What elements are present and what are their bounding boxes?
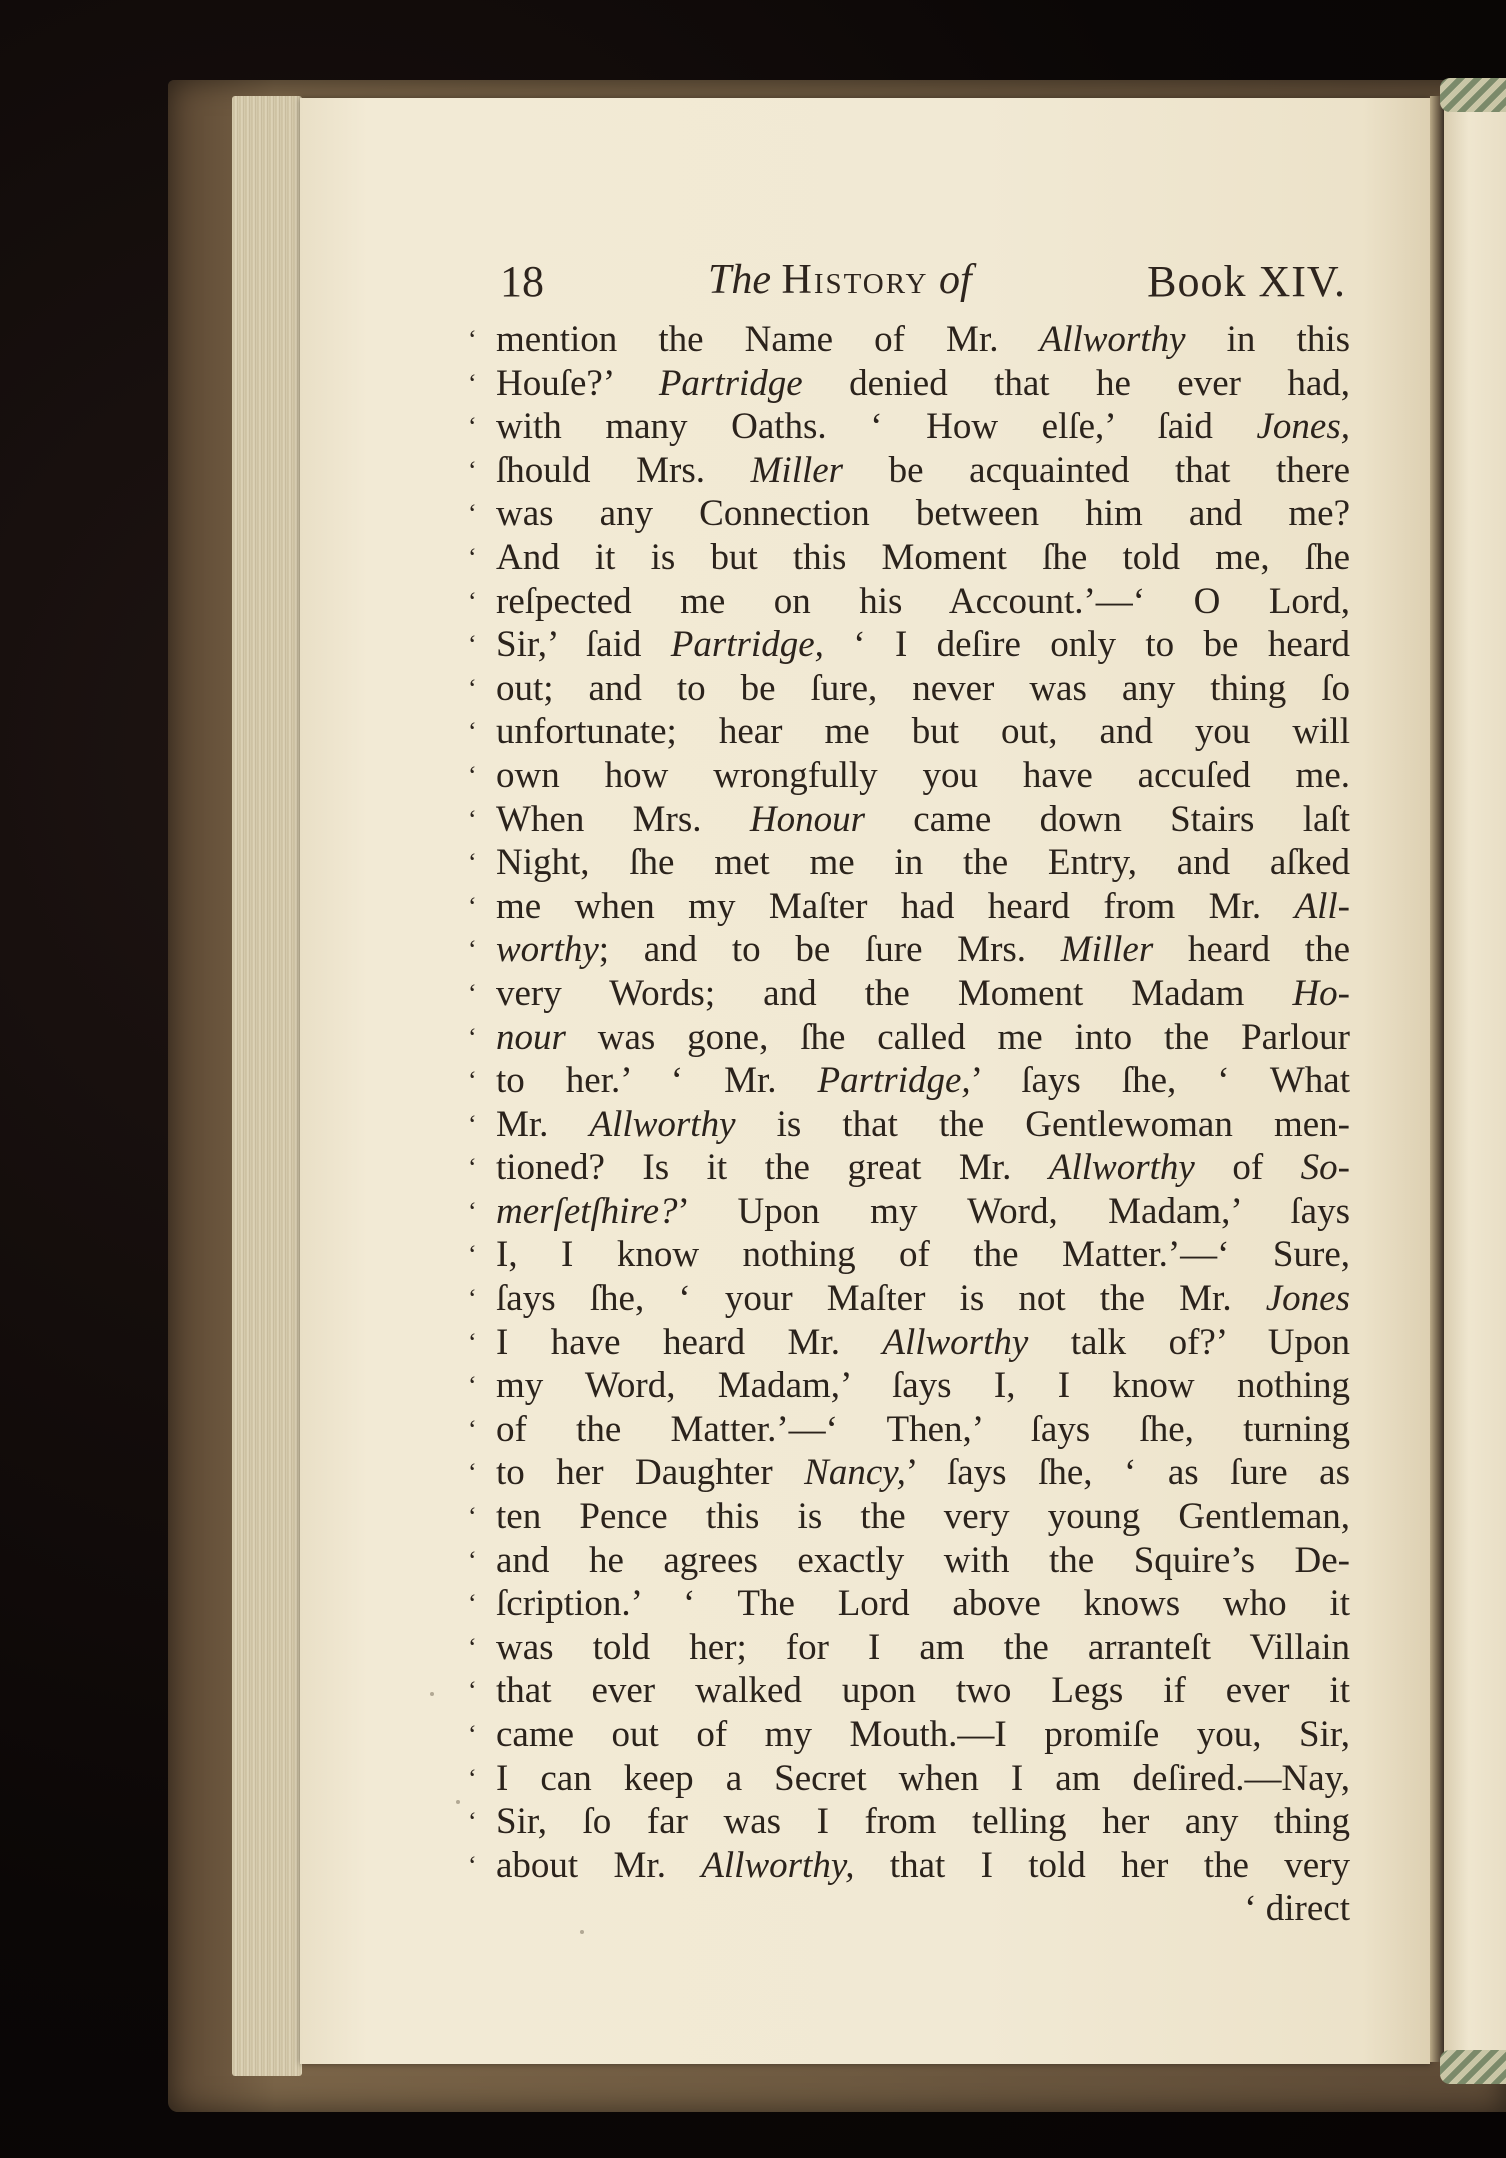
roman-run: ’ ſays ſhe, ‘ as ſure as <box>905 1452 1350 1494</box>
text-line <box>468 1103 1350 1147</box>
text-line <box>468 1146 1350 1190</box>
roman-run: was gone, ſhe called me into the Parlour <box>565 1016 1350 1058</box>
roman-run: ſhould Mrs. <box>496 449 751 491</box>
running-title-of: of <box>938 257 972 303</box>
line-text <box>496 1626 1350 1670</box>
italic-run: worthy <box>496 929 599 971</box>
quotation-mark: ‘ <box>468 891 477 921</box>
quotation-mark: ‘ <box>468 1850 477 1880</box>
roman-run: I have heard Mr. <box>496 1321 883 1363</box>
text-line <box>468 1451 1350 1495</box>
italic-run: nour <box>496 1016 566 1058</box>
italic-run: Honour <box>749 798 865 840</box>
text-line <box>468 841 1350 885</box>
line-text <box>496 754 1350 798</box>
roman-run: ſcription.’ ‘ The Lord above knows who it <box>496 1583 1350 1625</box>
text-line <box>468 580 1350 624</box>
line-text <box>496 1451 1350 1495</box>
roman-run: Houſe?’ <box>496 362 659 404</box>
roman-run: came down Stairs laſt <box>864 798 1350 840</box>
line-text <box>496 1364 1350 1408</box>
roman-run: denied that he ever had, <box>802 362 1350 404</box>
line-text <box>496 841 1350 885</box>
book-label: Book XIV. <box>1147 257 1346 306</box>
text-line <box>468 1539 1350 1583</box>
line-text <box>496 1321 1350 1365</box>
roman-run: I, I know nothing of the Matter.’—‘ Sure, <box>496 1234 1350 1276</box>
quotation-mark: ‘ <box>468 848 477 878</box>
italic-run: Miller <box>750 449 844 491</box>
italic-run: Allworthy <box>1048 1147 1195 1189</box>
running-title-history: History <box>781 257 929 303</box>
quotation-mark: ‘ <box>468 1196 477 1226</box>
quotation-mark: ‘ <box>468 542 477 572</box>
roman-run: very Words; and the Moment Madam <box>496 972 1293 1014</box>
quotation-mark: ‘ <box>468 1458 477 1488</box>
roman-run: about Mr. <box>496 1844 702 1886</box>
roman-run: mention the Name of Mr. <box>496 319 1040 360</box>
text-line <box>468 885 1350 929</box>
text-line <box>468 928 1350 972</box>
quotation-mark: ‘ <box>468 1676 477 1706</box>
line-text <box>496 1713 1350 1757</box>
roman-run: reſpected me on his Account.’—‘ O Lord, <box>496 580 1350 622</box>
roman-run: out; and to be ſure, never was any thing ſo <box>496 667 1350 709</box>
line-text <box>496 1408 1350 1452</box>
text-line <box>468 449 1350 493</box>
paper-speck <box>456 1800 460 1804</box>
quotation-mark: ‘ <box>468 1240 477 1270</box>
quotation-mark: ‘ <box>468 325 477 354</box>
quotation-mark: ‘ <box>468 1545 477 1575</box>
quotation-mark: ‘ <box>468 1327 477 1357</box>
line-text <box>496 1539 1350 1583</box>
quotation-mark: ‘ <box>468 760 477 790</box>
text-line <box>468 1190 1350 1234</box>
line-text <box>496 1800 1350 1844</box>
text-line <box>468 667 1350 711</box>
running-title <box>708 256 972 304</box>
italic-run: Nancy, <box>804 1452 906 1494</box>
italic-run: Allworthy <box>1039 319 1186 360</box>
italic-run: Partridge <box>658 362 803 404</box>
text-line <box>468 1582 1350 1626</box>
quotation-mark: ‘ <box>468 1763 477 1793</box>
roman-run: and he agrees exactly with the Squire’s De- <box>496 1539 1350 1581</box>
quotation-mark: ‘ <box>468 1589 477 1619</box>
quotation-mark: ‘ <box>468 1371 477 1401</box>
line-text <box>496 1669 1350 1713</box>
roman-run: I can keep a Secret when I am deſired.—Nay, <box>496 1757 1350 1799</box>
italic-run: merſetſhire? <box>496 1190 678 1232</box>
text-line <box>468 1016 1350 1060</box>
paper-speck <box>430 1692 434 1696</box>
line-text <box>496 1233 1350 1277</box>
roman-run: And it is but this Moment ſhe told me, ſhe <box>496 536 1350 578</box>
roman-run: unfortunate; hear me but out, and you will <box>496 711 1350 753</box>
quotation-mark: ‘ <box>468 1632 477 1662</box>
roman-run: that ever walked upon two Legs if ever it <box>496 1670 1350 1712</box>
text-line <box>468 1757 1350 1801</box>
line-text <box>496 623 1350 667</box>
text-line <box>468 754 1350 798</box>
headband-top <box>1440 78 1506 112</box>
facing-page-edge <box>1444 100 1506 2060</box>
line-text <box>496 928 1350 972</box>
roman-run: heard the <box>1153 929 1350 971</box>
quotation-mark: ‘ <box>468 717 477 747</box>
text-line <box>468 362 1350 406</box>
line-text <box>496 362 1350 406</box>
line-text <box>496 1277 1350 1321</box>
line-text <box>496 885 1350 929</box>
line-text <box>496 580 1350 624</box>
line-text <box>496 972 1350 1016</box>
line-text <box>496 1757 1350 1801</box>
page-number: 18 <box>500 257 544 306</box>
italic-run: Ho- <box>1292 972 1350 1014</box>
quotation-mark: ‘ <box>468 499 477 529</box>
book-gutter <box>1430 96 1444 2062</box>
roman-run: me when my Maſter had heard from Mr. <box>496 885 1295 927</box>
text-line <box>468 1800 1350 1844</box>
running-title-the: The <box>708 257 771 303</box>
text-line <box>468 1059 1350 1103</box>
quotation-mark: ‘ <box>468 1284 477 1314</box>
roman-run: Sir, ſo far was I from telling her any thing <box>496 1801 1350 1843</box>
quotation-mark: ‘ <box>468 935 477 965</box>
roman-run: ; and to be ſure Mrs. <box>598 929 1061 971</box>
line-text <box>496 710 1350 754</box>
roman-run: be acquainted that there <box>843 449 1350 491</box>
text-line <box>468 492 1350 536</box>
roman-run: ten Pence this is the very young Gentleman, <box>496 1496 1350 1538</box>
quotation-mark: ‘ <box>468 1066 477 1096</box>
line-text <box>496 405 1350 449</box>
quotation-mark: ‘ <box>468 673 477 703</box>
roman-run: is that the Gentlewoman men- <box>735 1103 1350 1145</box>
roman-run: that I told her the very <box>854 1844 1350 1886</box>
text-line <box>468 1626 1350 1670</box>
text-line <box>468 536 1350 580</box>
text-line <box>468 1321 1350 1365</box>
catchword-line <box>496 1887 1350 1931</box>
quotation-mark: ‘ <box>468 1109 477 1139</box>
roman-run: tioned? Is it the great Mr. <box>496 1147 1049 1189</box>
headband-bottom <box>1440 2050 1506 2084</box>
catchword: ‘ direct <box>1244 1888 1350 1930</box>
text-line <box>468 972 1350 1016</box>
quotation-mark: ‘ <box>468 412 477 442</box>
quotation-mark: ‘ <box>468 368 477 398</box>
line-text <box>496 1146 1350 1190</box>
text-line <box>468 798 1350 842</box>
quotation-mark: ‘ <box>468 1720 477 1749</box>
quotation-mark: ‘ <box>468 1153 477 1183</box>
line-text <box>496 318 1350 362</box>
roman-run: of the Matter.’—‘ Then,’ ſays ſhe, turning <box>496 1408 1350 1450</box>
line-text <box>496 1844 1350 1888</box>
running-head <box>500 256 1346 316</box>
roman-run: ’ Upon my Word, Madam,’ ſays <box>677 1190 1350 1232</box>
roman-run: ’ ſays ſhe, ‘ What <box>970 1060 1350 1102</box>
text-line <box>468 1844 1350 1888</box>
quotation-mark: ‘ <box>468 630 477 660</box>
italic-run: Allworthy, <box>701 1844 855 1886</box>
paper-speck <box>580 1930 584 1934</box>
roman-run: to her Daughter <box>496 1452 805 1494</box>
text-line <box>468 405 1350 449</box>
line-text <box>496 1103 1350 1147</box>
line-text <box>496 449 1350 493</box>
italic-run: All- <box>1294 885 1350 927</box>
quotation-mark: ‘ <box>468 1502 477 1532</box>
line-text <box>496 1016 1350 1060</box>
roman-run: was any Connection between him and me? <box>496 493 1350 535</box>
text-line <box>468 1669 1350 1713</box>
roman-run: When Mrs. <box>496 798 750 840</box>
text-line <box>468 318 1350 362</box>
text-line <box>468 1277 1350 1321</box>
roman-run: ſays ſhe, ‘ your Maſter is not the Mr. <box>496 1278 1266 1320</box>
page-edges <box>232 96 302 2076</box>
text-line <box>468 1408 1350 1452</box>
roman-run: Mr. <box>496 1103 590 1145</box>
italic-run: Allworthy <box>882 1321 1029 1363</box>
italic-run: Jones, <box>1256 406 1350 448</box>
text-line <box>468 1233 1350 1277</box>
line-text <box>496 1495 1350 1539</box>
italic-run: So- <box>1300 1147 1350 1189</box>
text-line <box>468 623 1350 667</box>
italic-run: Jones <box>1265 1278 1350 1320</box>
line-text <box>496 798 1350 842</box>
roman-run: my Word, Madam,’ ſays I, I know nothing <box>496 1365 1350 1407</box>
italic-run: Miller <box>1060 929 1154 971</box>
line-text <box>496 492 1350 536</box>
quotation-mark: ‘ <box>468 804 477 834</box>
quotation-mark: ‘ <box>468 455 477 485</box>
quotation-mark: ‘ <box>468 1414 477 1444</box>
quotation-mark: ‘ <box>468 586 477 616</box>
italic-run: Allworthy <box>589 1103 736 1145</box>
quotation-mark: ‘ <box>468 1022 477 1052</box>
line-text <box>496 1059 1350 1103</box>
text-line <box>468 1495 1350 1539</box>
quotation-mark: ‘ <box>468 1807 477 1837</box>
text-line <box>468 1364 1350 1408</box>
line-text <box>496 536 1350 580</box>
roman-run: came out of my Mouth.—I promiſe you, Sir, <box>496 1714 1350 1755</box>
text-line <box>468 710 1350 754</box>
italic-run: Partridge, <box>670 624 824 666</box>
body-text <box>468 318 1350 1931</box>
line-text <box>496 1190 1350 1234</box>
roman-run: to her.’ ‘ Mr. <box>496 1060 818 1102</box>
quotation-mark: ‘ <box>468 978 477 1008</box>
line-text <box>496 667 1350 711</box>
roman-run: Sir,’ ſaid <box>496 624 671 666</box>
roman-run: of <box>1194 1147 1301 1189</box>
italic-run: Partridge, <box>817 1060 971 1102</box>
text-line <box>468 1713 1350 1757</box>
roman-run: was told her; for I am the arranteſt Villain <box>496 1626 1350 1668</box>
roman-run: talk of?’ Upon <box>1028 1321 1350 1363</box>
roman-run: ‘ I deſire only to be heard <box>823 624 1350 666</box>
line-text <box>496 1582 1350 1626</box>
roman-run: Night, ſhe met me in the Entry, and aſked <box>496 842 1350 884</box>
roman-run: in this <box>1185 319 1350 360</box>
roman-run: own how wrongfully you have accuſed me. <box>496 754 1350 796</box>
roman-run: with many Oaths. ‘ How elſe,’ ſaid <box>496 406 1257 448</box>
